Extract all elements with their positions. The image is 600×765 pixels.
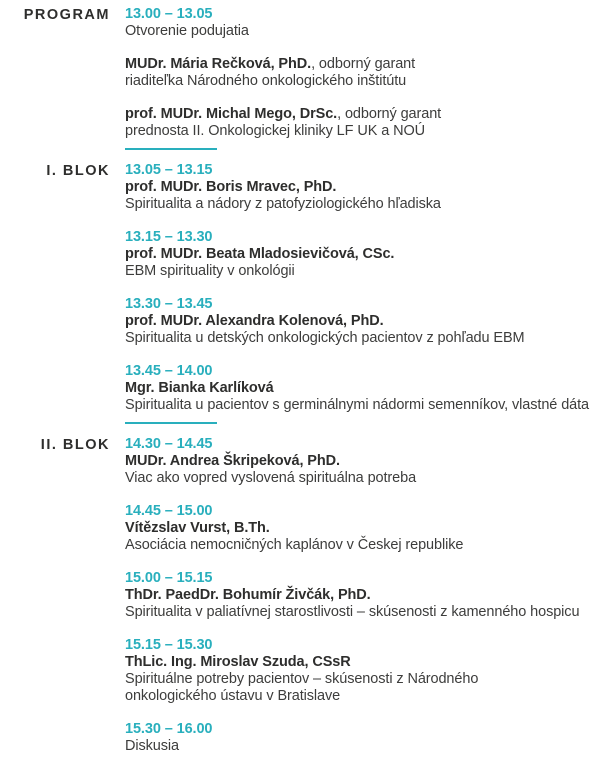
- entry-speaker: [125, 520, 600, 537]
- entry-description: Spiritualita u detských onkologických pacientov z pohľadu EBM: [125, 330, 525, 346]
- section-content: [125, 436, 600, 755]
- entry-description: Diskusia: [125, 738, 179, 754]
- program-entry: [125, 570, 600, 621]
- entry-description: Otvorenie podujatia: [125, 23, 249, 39]
- entry-speaker: [125, 106, 600, 123]
- program-root: [10, 6, 600, 755]
- entry-speaker-suffix: , odborný garant: [311, 56, 416, 72]
- entry-speaker-name: Vítězslav Vurst, B.Th.: [125, 520, 270, 536]
- entry-speaker-name: prof. MUDr. Alexandra Kolenová, PhD.: [125, 313, 384, 329]
- program-entry: [125, 56, 600, 90]
- entry-speaker: [125, 453, 600, 470]
- program-entry: [125, 162, 600, 213]
- section-label-column: [10, 162, 110, 180]
- section-i-blok: [10, 162, 600, 436]
- entry-description: riaditeľka Národného onkologického inštitútu: [125, 73, 407, 89]
- entry-description: prednosta II. Onkologickej kliniky LF UK a NOÚ: [125, 123, 426, 139]
- program-entry: [125, 363, 600, 414]
- entry-time: 15.00 – 15.15: [125, 570, 213, 586]
- program-entry: [125, 106, 600, 140]
- entry-speaker: [125, 246, 600, 263]
- section-content: [125, 6, 600, 162]
- entry-speaker: [125, 313, 600, 330]
- entry-description: Spiritualita v paliatívnej starostlivosti – skúsenosti z kamenného hospicu: [125, 604, 580, 620]
- entry-time: 13.45 – 14.00: [125, 363, 213, 379]
- section-divider: [125, 148, 217, 150]
- program-entry: [125, 229, 600, 280]
- program-entry: [125, 436, 600, 487]
- program-entry: [125, 637, 600, 705]
- entry-time: 13.30 – 13.45: [125, 296, 213, 312]
- entry-description: onkologického ústavu v Bratislave: [125, 688, 341, 704]
- entry-speaker-name: ThLic. Ing. Miroslav Szuda, CSsR: [125, 654, 351, 670]
- program-entry: [125, 721, 600, 755]
- entry-speaker-name: MUDr. Mária Rečková, PhD.: [125, 56, 312, 72]
- section-ii-blok: [10, 436, 600, 755]
- entry-description: Asociácia nemocničných kaplánov v Českej republike: [125, 537, 464, 553]
- section-label: II. BLOK: [40, 437, 110, 453]
- entry-time: 13.05 – 13.15: [125, 162, 213, 178]
- section-label-column: [10, 436, 110, 454]
- entry-speaker: [125, 654, 600, 671]
- entry-time: 14.45 – 15.00: [125, 503, 213, 519]
- entry-speaker-name: prof. MUDr. Beata Mladosievičová, CSc.: [125, 246, 395, 262]
- section-program: [10, 6, 600, 162]
- section-label: PROGRAM: [23, 7, 110, 23]
- entry-time: 15.30 – 16.00: [125, 721, 213, 737]
- section-label: I. BLOK: [46, 163, 110, 179]
- entry-description: Spiritualita u pacientov s germinálnymi nádormi semenníkov, vlastné dáta: [125, 397, 590, 413]
- entry-speaker: [125, 380, 600, 397]
- entry-time: 14.30 – 14.45: [125, 436, 213, 452]
- entry-time: 13.15 – 13.30: [125, 229, 213, 245]
- entry-speaker: [125, 179, 600, 196]
- program-entry: [125, 503, 600, 554]
- section-divider: [125, 422, 217, 424]
- entry-speaker-name: prof. MUDr. Boris Mravec, PhD.: [125, 179, 337, 195]
- section-label-column: [10, 6, 110, 24]
- entry-time: 15.15 – 15.30: [125, 637, 213, 653]
- section-content: [125, 162, 600, 436]
- entry-speaker-name: MUDr. Andrea Škripeková, PhD.: [125, 453, 340, 469]
- entry-description: Spirituálne potreby pacientov – skúsenosti z Národného: [125, 671, 479, 687]
- program-entry: [125, 6, 600, 40]
- entry-speaker-name: prof. MUDr. Michal Mego, DrSc.: [125, 106, 338, 122]
- entry-speaker: [125, 587, 600, 604]
- entry-speaker-name: ThDr. PaedDr. Bohumír Živčák, PhD.: [125, 587, 371, 603]
- entry-time: 13.00 – 13.05: [125, 6, 213, 22]
- entry-speaker-suffix: , odborný garant: [337, 106, 442, 122]
- entry-speaker: [125, 56, 600, 73]
- entry-description: Spiritualita a nádory z patofyziologického hľadiska: [125, 196, 441, 212]
- entry-speaker-name: Mgr. Bianka Karlíková: [125, 380, 274, 396]
- program-entry: [125, 296, 600, 347]
- entry-description: EBM spirituality v onkológii: [125, 263, 295, 279]
- entry-description: Viac ako vopred vyslovená spirituálna potreba: [125, 470, 417, 486]
